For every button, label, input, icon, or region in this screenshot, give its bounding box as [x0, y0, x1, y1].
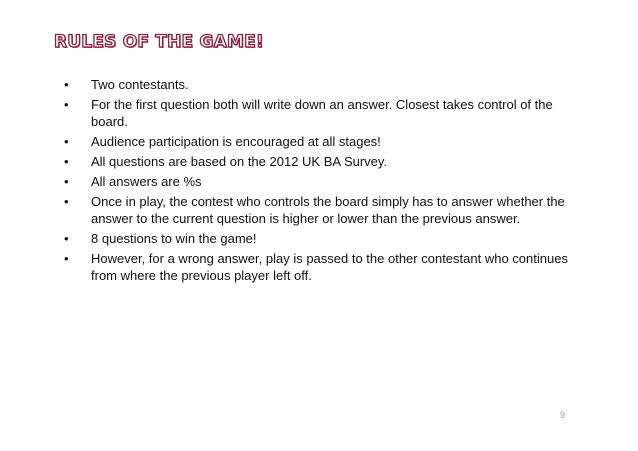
bullet: •	[64, 77, 69, 92]
list-item	[64, 133, 574, 150]
list-item	[64, 76, 574, 93]
rule-text: Once in play, the contest who controls the board simply has to answer whether the answer to the current question is higher or lower than the previous answer.	[91, 194, 565, 226]
list-item	[64, 96, 574, 130]
rule-text: All answers are %s	[91, 174, 202, 189]
rule-text: Two contestants.	[91, 77, 189, 92]
list-item	[64, 230, 574, 247]
rule-text: For the first question both will write down an answer. Closest takes control of the board.	[91, 97, 553, 129]
bullet: •	[64, 97, 69, 112]
bullet: •	[64, 174, 69, 189]
bullet: •	[64, 251, 69, 266]
list-item	[64, 153, 574, 170]
list-item	[64, 193, 574, 227]
bullet: •	[64, 194, 69, 209]
rule-text: Audience participation is encouraged at all stages!	[91, 134, 381, 149]
page-number: 9	[560, 410, 566, 420]
list-item	[64, 173, 574, 190]
list-item	[64, 250, 574, 284]
rule-text: However, for a wrong answer, play is passed to the other contestant who continues from where the previous player left off.	[91, 251, 568, 283]
rules-list	[64, 76, 574, 287]
rule-text: 8 questions to win the game!	[91, 231, 257, 246]
rule-text: All questions are based on the 2012 UK BA Survey.	[91, 154, 388, 169]
bullet: •	[64, 134, 69, 149]
bullet: •	[64, 231, 69, 246]
slide-title: RULES OF THE GAME!	[54, 32, 264, 52]
bullet: •	[64, 154, 69, 169]
